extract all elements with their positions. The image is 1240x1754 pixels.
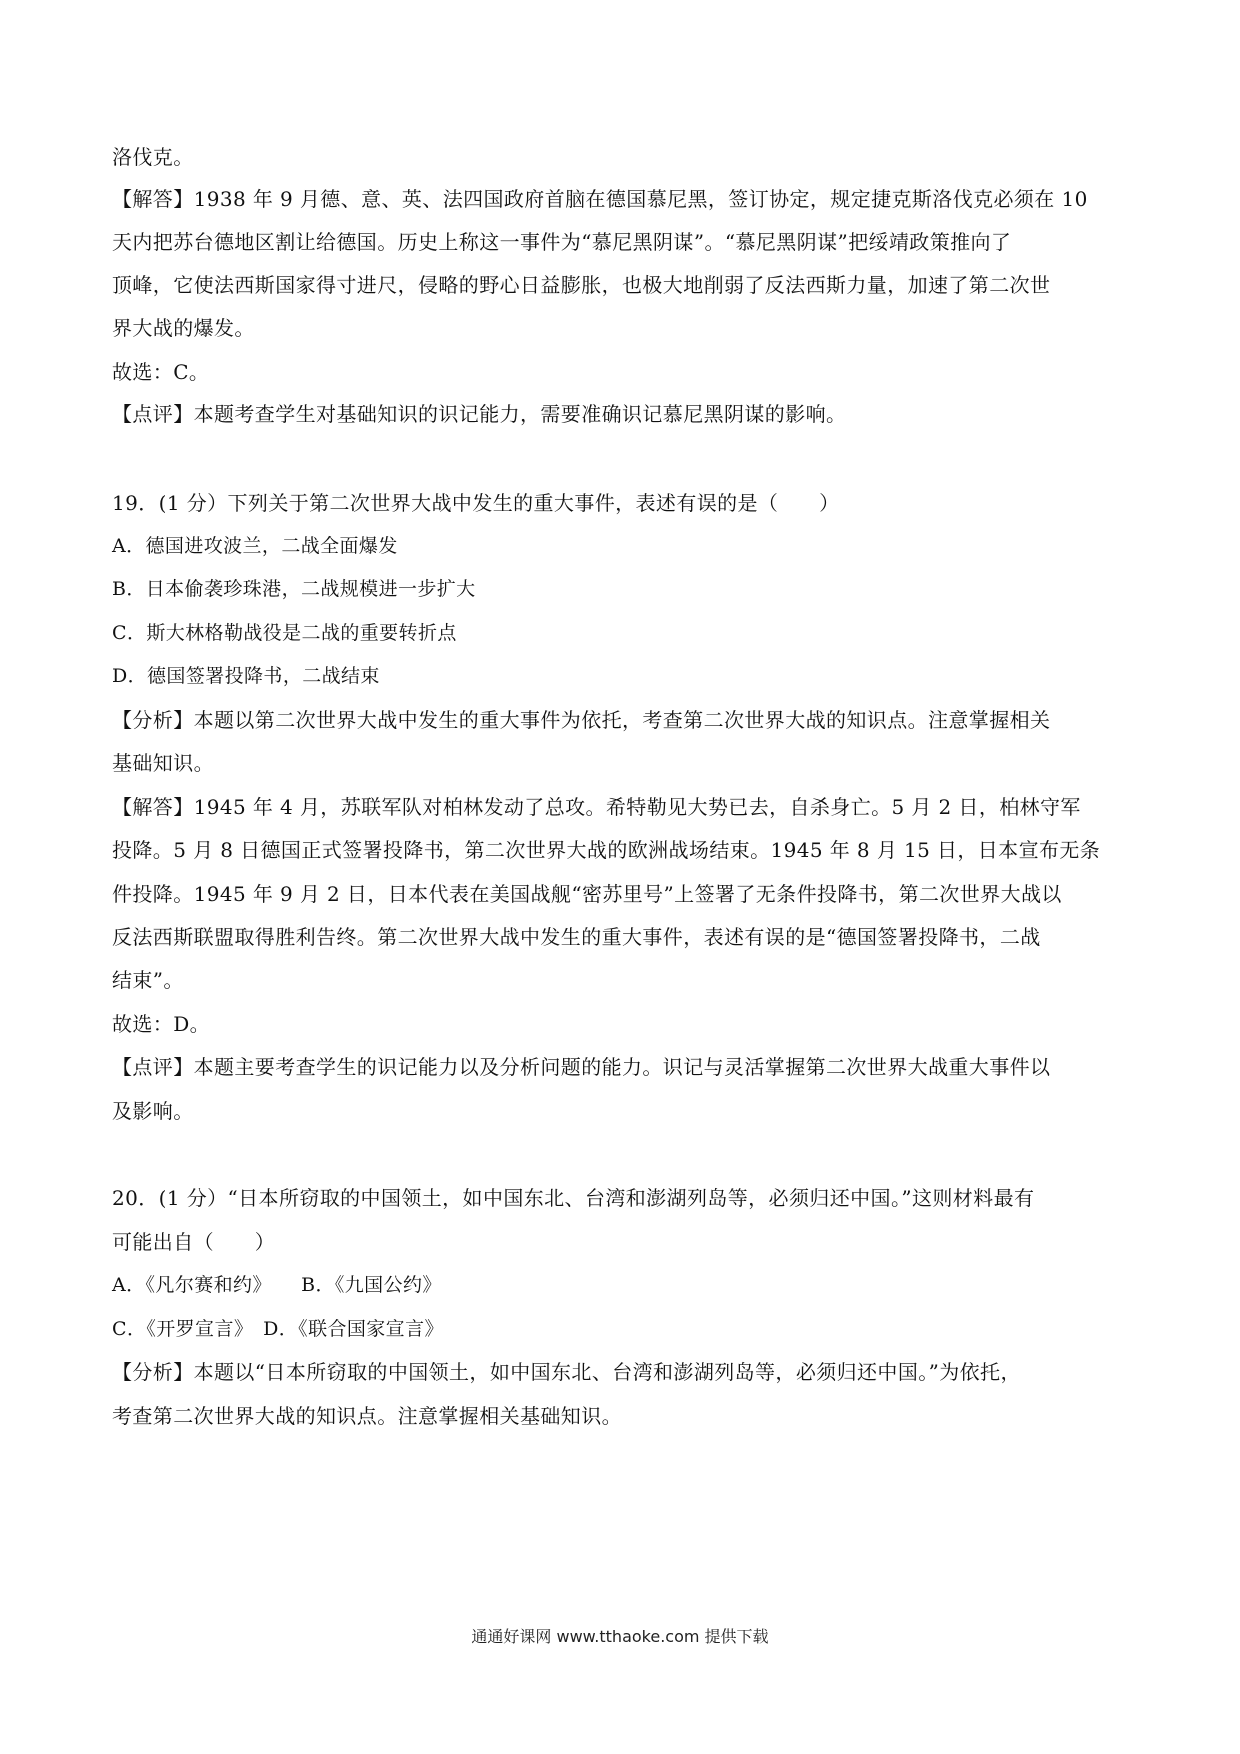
q19-answer-line-5: 结束”。 — [112, 968, 184, 992]
q19-analysis-line-2: 基础知识。 — [112, 751, 214, 775]
q19-option-b: B．日本偷袭珍珠港，二战规模进一步扩大 — [112, 578, 476, 600]
q20-stem-line-2: 可能出自（ ） — [112, 1230, 276, 1254]
q19-comment-line-1: 【点评】本题主要考查学生的识记能力以及分析问题的能力。识记与灵活掌握第二次世界大战重大事件以 — [112, 1055, 1051, 1079]
continuation-line: 洛伐克。 — [112, 145, 194, 169]
q19-analysis-line-1: 【分析】本题以第二次世界大战中发生的重大事件为依托，考查第二次世界大战的知识点。注意掌握相关 — [112, 708, 1051, 732]
q19-answer-line-3: 件投降。1945 年 9 月 2 日，日本代表在美国战舰“密苏里号”上签署了无条件投降书，第二次世界大战以 — [112, 882, 1062, 906]
q19-option-a: A．德国进攻波兰，二战全面爆发 — [112, 535, 398, 557]
q19-choice: 故选：D。 — [112, 1012, 211, 1036]
q19-comment-line-2: 及影响。 — [112, 1099, 194, 1123]
q18-comment: 【点评】本题考查学生对基础知识的识记能力，需要准确识记慕尼黑阴谋的影响。 — [112, 402, 847, 426]
q20-analysis-line-1: 【分析】本题以“日本所窃取的中国领土，如中国东北、台湾和澎湖列岛等，必须归还中国。”为依托， — [112, 1360, 1021, 1384]
q19-answer-line-2: 投降。5 月 8 日德国正式签署投降书，第二次世界大战的欧洲战场结束。1945 年 8 月 15 日，日本宣布无条 — [112, 838, 1101, 862]
q19-option-c: C．斯大林格勒战役是二战的重要转折点 — [112, 622, 457, 644]
q18-choice: 故选：C。 — [112, 360, 210, 384]
q19-stem: 19．(1 分）下列关于第二次世界大战中发生的重大事件，表述有误的是（ ） — [112, 491, 840, 515]
q20-stem-line-1: 20．(1 分）“日本所窃取的中国领土，如中国东北、台湾和澎湖列岛等，必须归还中国。”这则材料最有 — [112, 1186, 1035, 1210]
q19-answer-line-1: 【解答】1945 年 4 月，苏联军队对柏林发动了总攻。希特勒见大势已去，自杀身亡。5 月 2 日，柏林守军 — [112, 795, 1081, 819]
q20-analysis-line-2: 考查第二次世界大战的知识点。注意掌握相关基础知识。 — [112, 1404, 622, 1428]
q18-answer-line-2: 天内把苏台德地区割让给德国。历史上称这一事件为“慕尼黑阴谋”。“慕尼黑阴谋”把绥靖政策推向了 — [112, 230, 1012, 254]
q19-option-d: D．德国签署投降书，二战结束 — [112, 665, 380, 687]
q18-answer-line-4: 界大战的爆发。 — [112, 316, 255, 340]
q20-options-row-1: A．《凡尔赛和约》 B．《九国公约》 — [112, 1274, 442, 1296]
q20-options-row-2: C．《开罗宣言》 D．《联合国家宣言》 — [112, 1318, 444, 1340]
page-footer: 通通好课网 www.tthaoke.com 提供下载 — [471, 1627, 769, 1646]
q18-answer-line-1: 【解答】1938 年 9 月德、意、英、法四国政府首脑在德国慕尼黑，签订协定，规定捷克斯洛伐克必须在 10 — [112, 187, 1088, 211]
q19-answer-line-4: 反法西斯联盟取得胜利告终。第二次世界大战中发生的重大事件，表述有误的是“德国签署投降书，二战 — [112, 925, 1041, 949]
q18-answer-line-3: 顶峰，它使法西斯国家得寸进尺，侵略的野心日益膨胀，也极大地削弱了反法西斯力量，加速了第二次世 — [112, 273, 1051, 297]
